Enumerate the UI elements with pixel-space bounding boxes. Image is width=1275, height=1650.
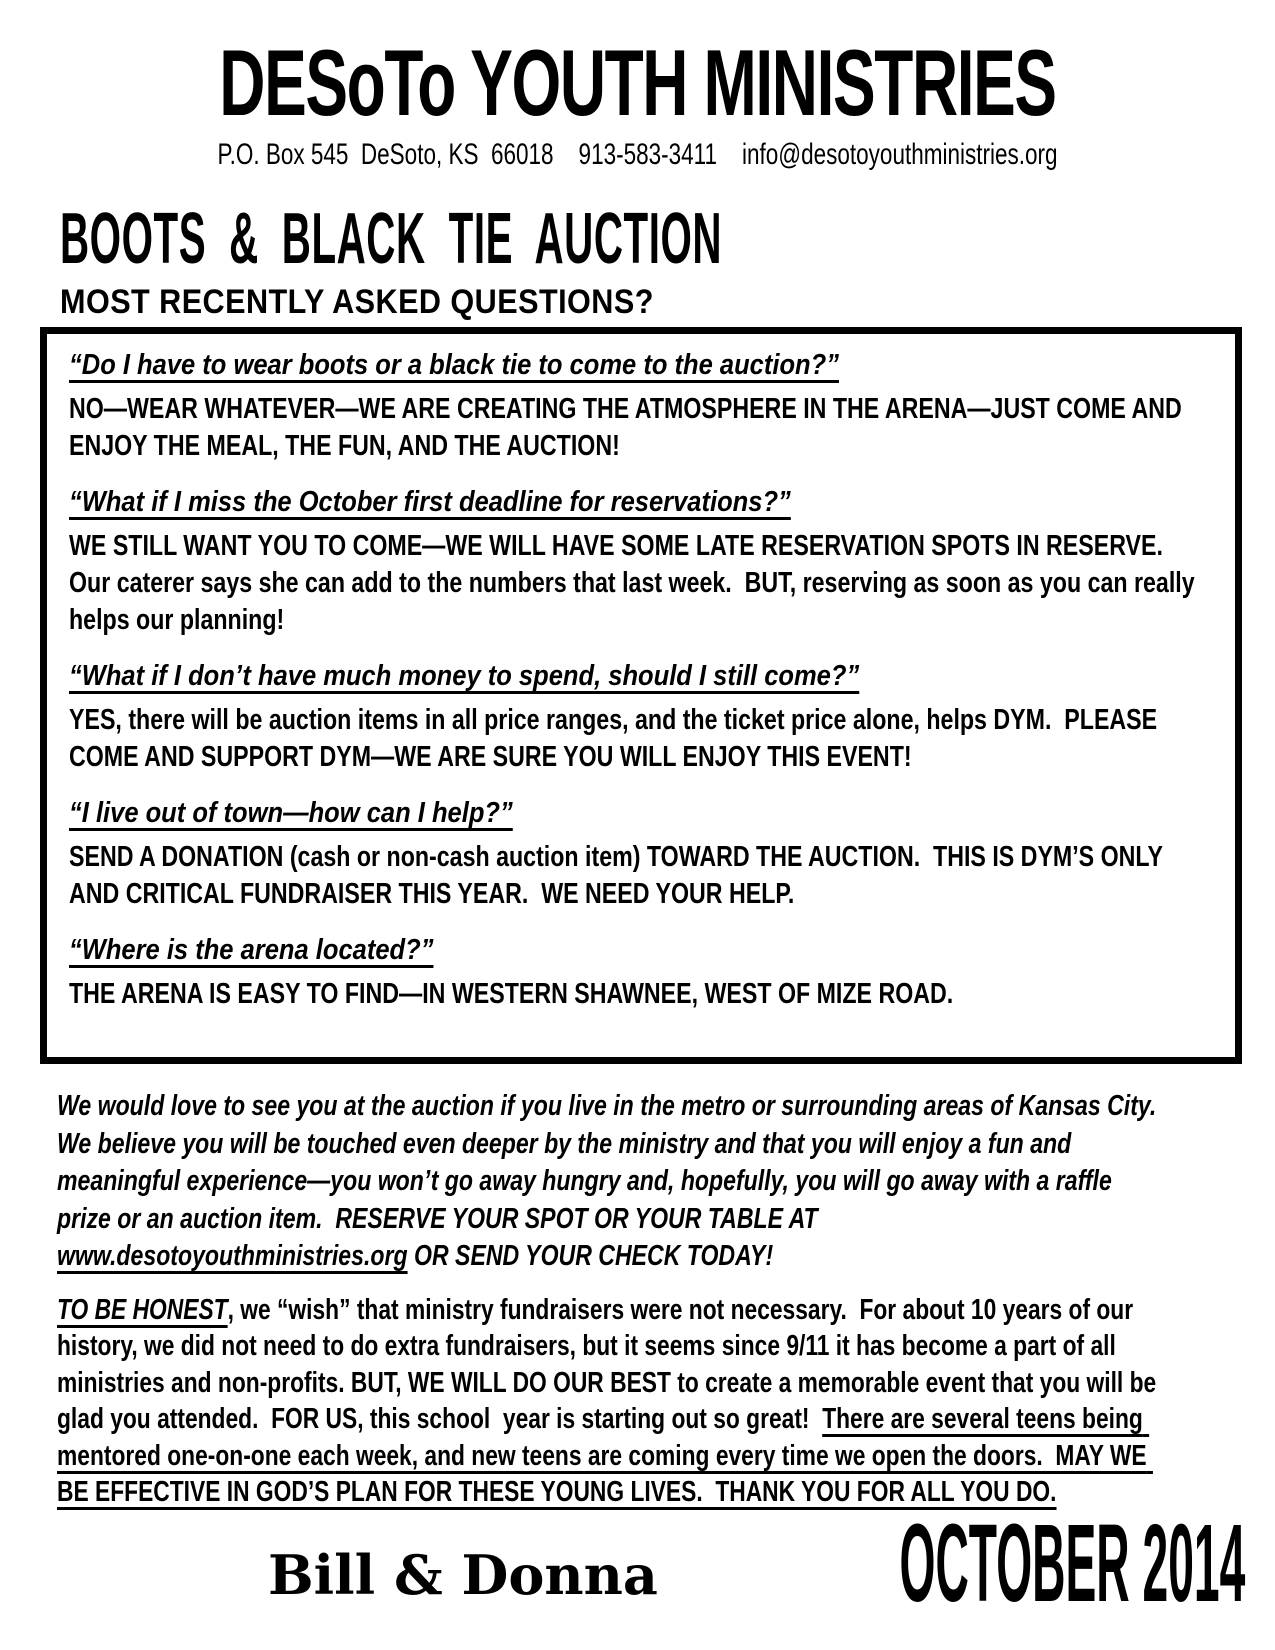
faq-question xyxy=(69,796,1077,831)
masthead xyxy=(0,30,1275,171)
website-link[interactable]: www.desotoyouthministries.org xyxy=(57,1240,408,1273)
faq-question-text: “Where is the arena located?” xyxy=(69,934,434,967)
invitation-text-before: We would love to see you at the auction if you live in the metro or surrounding areas of Kansas City. We believe you will be touched even deeper by the ministry and that you will enjoy a fun and meaningful experience—you won’t go away hungry and, hopefully, you will go away with a raffle prize or an auction item. RESERVE YOUR SPOT OR YOUR TABLE AT xyxy=(57,1090,1170,1235)
faq-box xyxy=(40,327,1242,1064)
faq-item xyxy=(69,348,1215,465)
title-block xyxy=(60,199,1242,321)
closing-underlined: There are several teens being mentored one-on-one each week, and new teens are coming every time we open the doors. MAY WE BE EFFECTIVE IN GOD’S PLAN FOR THESE YOUNG LIVES. THANK YOU FOR ALL YOU DO. xyxy=(57,1403,1153,1509)
faq-question xyxy=(69,933,1077,968)
contact-line: P.O. Box 545 DeSoto, KS 66018 913-583-3411 info@desotoyouthministries.org xyxy=(217,138,1058,171)
faq-heading: MOST RECENTLY ASKED QUESTIONS? xyxy=(60,283,654,321)
faq-answer: SEND A DONATION (cash or non-cash auction item) TOWARD THE AUCTION. THIS IS DYM’S ONLY AND CRITICAL FUNDRAISER THIS YEAR. WE NEED YOUR HELP. xyxy=(69,840,1169,911)
faq-question xyxy=(69,485,1077,520)
org-name: DESoTo YOUTH MINISTRIES xyxy=(219,30,1056,135)
faq-question-text: “What if I don’t have much money to spend, should I still come?” xyxy=(69,660,860,693)
issue-date: OCTOBER 2014 xyxy=(899,1502,1245,1625)
faq-question xyxy=(69,348,1077,383)
faq-answer: THE ARENA IS EASY TO FIND—IN WESTERN SHAWNEE, WEST OF MIZE ROAD. xyxy=(69,977,954,1010)
faq-item xyxy=(69,796,1215,913)
faq-question-text: “What if I miss the October first deadline for reservations?” xyxy=(69,486,791,519)
invitation-text-after: OR SEND YOUR CHECK TODAY! xyxy=(407,1240,774,1273)
closing-paragraph xyxy=(57,1292,1163,1511)
invitation-paragraph xyxy=(57,1088,1170,1276)
closing-body: , we “wish” that ministry fundraisers were not necessary. For about 10 years of our history, we did not need to do extra fundraisers, but it seems since 9/11 it has become a part of all ministries and non-profits. BUT, WE WILL DO OUR BEST to create a memorable event that you will be glad you attended. FOR US, this school year is starting out so great! xyxy=(57,1294,1163,1436)
faq-question xyxy=(69,659,1077,694)
signature: Bill & Donna xyxy=(268,1543,658,1607)
faq-answer: NO—WEAR WHATEVER—WE ARE CREATING THE ATMOSPHERE IN THE ARENA—JUST COME AND ENJOY THE MEAL, THE FUN, AND THE AUCTION! xyxy=(69,392,1189,462)
faq-question-text: “Do I have to wear boots or a black tie to come to the auction?” xyxy=(69,349,839,381)
faq-item xyxy=(69,659,1215,776)
faq-answer: WE STILL WANT YOU TO COME—WE WILL HAVE SOME LATE RESERVATION SPOTS IN RESERVE. Our caterer says she can add to the numbers that last week. BUT, reserving as soon as you can really helps our planning! xyxy=(69,529,1202,637)
faq-item xyxy=(69,933,1215,1013)
faq-answer: YES, there will be auction items in all price ranges, and the ticket price alone, helps DYM. PLEASE COME AND SUPPORT DYM—WE ARE SURE YOU WILL ENJOY THIS EVENT! xyxy=(69,703,1164,774)
faq-item xyxy=(69,485,1215,639)
faq-question-text: “I live out of town—how can I help?” xyxy=(69,797,513,830)
event-title: BOOTS & BLACK TIE AUCTION xyxy=(60,199,723,279)
closing-lead: TO BE HONEST xyxy=(57,1294,228,1326)
